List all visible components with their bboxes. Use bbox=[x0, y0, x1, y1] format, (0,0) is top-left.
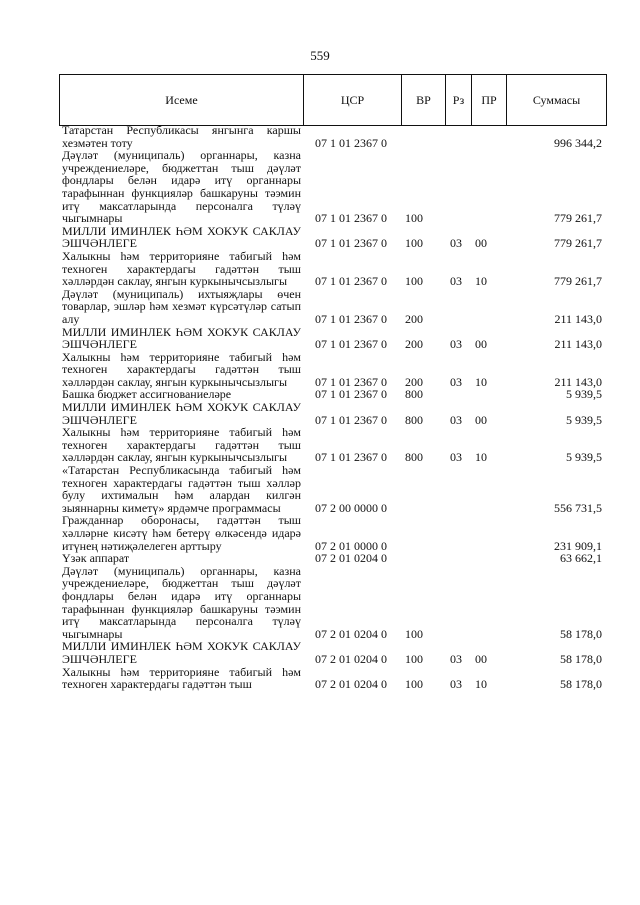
cell-sum: 211 143,0 bbox=[554, 337, 602, 352]
cell-sum: 58 178,0 bbox=[560, 677, 602, 692]
cell-pr: 10 bbox=[475, 274, 487, 289]
cell-sum: 58 178,0 bbox=[560, 626, 602, 641]
table-row bbox=[59, 640, 606, 665]
cell-sum: 996 344,2 bbox=[554, 135, 602, 150]
table-row bbox=[59, 326, 606, 351]
cell-csr: 07 2 00 0000 0 bbox=[315, 500, 387, 515]
cell-sum: 211 143,0 bbox=[554, 311, 602, 326]
cell-csr: 07 1 01 2367 0 bbox=[315, 135, 387, 150]
cell-pr: 00 bbox=[475, 337, 487, 352]
table-row bbox=[59, 288, 606, 326]
column-header-csr: ЦСР bbox=[304, 75, 402, 126]
cell-vr: 100 bbox=[405, 236, 423, 251]
table-row bbox=[59, 149, 606, 225]
cell-csr: 07 1 01 2367 0 bbox=[315, 211, 387, 226]
cell-sum: 5 939,5 bbox=[566, 387, 602, 402]
cell-csr: 07 1 01 2367 0 bbox=[315, 236, 387, 251]
cell-vr: 200 bbox=[405, 374, 423, 389]
cell-rz: 03 bbox=[450, 412, 462, 427]
cell-name: МИЛЛИ ИМИНЛЕК ҺӘМ ХОКУК САКЛАУ ЭШЧӘНЛЕГЕ bbox=[62, 223, 301, 251]
cell-name: Халыкны һәм территорияне табигый һәм техноген характердагы гадәттән тыш хәлләрдән саклау, янгын куркынычсызлыгы bbox=[62, 349, 301, 389]
cell-vr: 100 bbox=[405, 651, 423, 666]
cell-name: «Татарстан Республикасында табигый һәм техноген характердагы гадәттән тыш хәлләр булу ихтималын һәм алардан килгән зыяннарны киметү» ярдәмче программасы bbox=[62, 463, 301, 515]
cell-sum: 556 731,5 bbox=[554, 500, 602, 515]
column-header-name: Исеме bbox=[60, 75, 304, 126]
column-header-rz: Рз bbox=[446, 75, 472, 126]
cell-sum: 5 939,5 bbox=[566, 412, 602, 427]
cell-rz: 03 bbox=[450, 274, 462, 289]
cell-name: МИЛЛИ ИМИНЛЕК ҺӘМ ХОКУК САКЛАУ ЭШЧӘНЛЕГЕ bbox=[62, 400, 301, 427]
cell-name: Халыкны һәм территорияне табигый һәм техноген характердагы гадәттән тыш хәлләрдән саклау, янгын куркынычсызлыгы bbox=[62, 425, 301, 465]
cell-name: Дәүләт (муниципаль) органнары, казна учреждениеләре, бюджеттан тыш дәүләт фондлары белән идарә итү органнары тарафыннан функцияләр башкаруны тәэмин итү максатларында персоналга түләү чыгымнары bbox=[62, 563, 301, 641]
cell-name: МИЛЛИ ИМИНЛЕК ҺӘМ ХОКУК САКЛАУ ЭШЧӘНЛЕГЕ bbox=[62, 639, 301, 666]
cell-sum: 58 178,0 bbox=[560, 651, 602, 666]
cell-sum: 63 662,1 bbox=[560, 551, 602, 566]
cell-vr: 800 bbox=[405, 450, 423, 465]
table-body bbox=[59, 124, 606, 691]
cell-csr: 07 2 01 0204 0 bbox=[315, 651, 387, 666]
table-row bbox=[59, 124, 606, 149]
cell-csr: 07 2 01 0000 0 bbox=[315, 538, 387, 553]
cell-pr: 10 bbox=[475, 374, 487, 389]
cell-pr: 00 bbox=[475, 651, 487, 666]
cell-csr: 07 1 01 2367 0 bbox=[315, 412, 387, 427]
cell-csr: 07 2 01 0204 0 bbox=[315, 677, 387, 692]
cell-sum: 5 939,5 bbox=[566, 450, 602, 465]
cell-csr: 07 1 01 2367 0 bbox=[315, 274, 387, 289]
table-row bbox=[59, 464, 606, 514]
cell-name: Дәүләт (муниципаль) ихтыяҗлары өчен товарлар, эшләр һәм хезмәт күрсәтүләр сатып алу bbox=[62, 286, 301, 326]
table-header bbox=[59, 74, 607, 126]
cell-csr: 07 1 01 2367 0 bbox=[315, 450, 387, 465]
column-header-vr: ВР bbox=[402, 75, 446, 126]
cell-csr: 07 1 01 2367 0 bbox=[315, 374, 387, 389]
cell-name: МИЛЛИ ИМИНЛЕК ҺӘМ ХОКУК САКЛАУ ЭШЧӘНЛЕГЕ bbox=[62, 324, 301, 352]
table-row bbox=[59, 250, 606, 288]
cell-rz: 03 bbox=[450, 236, 462, 251]
cell-pr: 00 bbox=[475, 412, 487, 427]
cell-pr: 10 bbox=[475, 450, 487, 465]
cell-vr: 100 bbox=[405, 626, 423, 641]
cell-vr: 100 bbox=[405, 211, 423, 226]
cell-name: Гражданнар оборонасы, гадәттән тыш хәлләрне кисәтү һәм бетерү өлкәсендә идарә итүнең нәтиҗәлелеген арттыру bbox=[62, 513, 301, 553]
table-row bbox=[59, 552, 606, 565]
cell-rz: 03 bbox=[450, 677, 462, 692]
page-number: 559 bbox=[310, 48, 330, 63]
cell-sum: 779 261,7 bbox=[554, 274, 602, 289]
cell-vr: 800 bbox=[405, 412, 423, 427]
cell-sum: 231 909,1 bbox=[554, 538, 602, 553]
table-row bbox=[59, 401, 606, 426]
table-row bbox=[59, 225, 606, 250]
table-row bbox=[59, 426, 606, 464]
cell-rz: 03 bbox=[450, 374, 462, 389]
cell-csr: 07 2 01 0204 0 bbox=[315, 626, 387, 641]
cell-name: Халыкны һәм территорияне табигый һәм техноген характердагы гадәттән тыш bbox=[62, 664, 301, 692]
cell-pr: 00 bbox=[475, 236, 487, 251]
cell-name: Дәүләт (муниципаль) органнары, казна учреждениеләре, бюджеттан тыш дәүләт фондлары белән идарә итү органнары тарафыннан функцияләр башкаруны тәэмин итү максатларында персоналга түләү чыгымнары bbox=[62, 148, 301, 226]
column-header-sum: Суммасы bbox=[507, 75, 607, 126]
table-row bbox=[59, 514, 606, 552]
cell-csr: 07 1 01 2367 0 bbox=[315, 387, 387, 402]
cell-vr: 200 bbox=[405, 311, 423, 326]
column-header-pr: ПР bbox=[472, 75, 507, 126]
cell-name: Башка бюджет ассигнованиеләре bbox=[62, 387, 232, 402]
cell-name: Халыкны һәм территорияне табигый һәм техноген характердагы гадәттән тыш хәлләрдән саклау, янгын куркынычсызлыгы bbox=[62, 248, 301, 289]
table-row bbox=[59, 351, 606, 389]
cell-sum: 211 143,0 bbox=[554, 374, 602, 389]
cell-csr: 07 1 01 2367 0 bbox=[315, 311, 387, 326]
cell-name: Татарстан Республикасы янгынга каршы хезмәтен тоту bbox=[62, 123, 301, 150]
table-row bbox=[59, 666, 606, 691]
cell-vr: 100 bbox=[405, 677, 423, 692]
cell-sum: 779 261,7 bbox=[554, 236, 602, 251]
cell-vr: 100 bbox=[405, 274, 423, 289]
cell-rz: 03 bbox=[450, 651, 462, 666]
cell-rz: 03 bbox=[450, 337, 462, 352]
cell-name: Үзәк аппарат bbox=[62, 551, 130, 566]
cell-sum: 779 261,7 bbox=[554, 211, 602, 226]
cell-pr: 10 bbox=[475, 677, 487, 692]
cell-vr: 800 bbox=[405, 387, 423, 402]
cell-csr: 07 1 01 2367 0 bbox=[315, 337, 387, 352]
cell-rz: 03 bbox=[450, 450, 462, 465]
cell-csr: 07 2 01 0204 0 bbox=[315, 551, 387, 566]
cell-vr: 200 bbox=[405, 337, 423, 352]
table-row bbox=[59, 565, 606, 641]
